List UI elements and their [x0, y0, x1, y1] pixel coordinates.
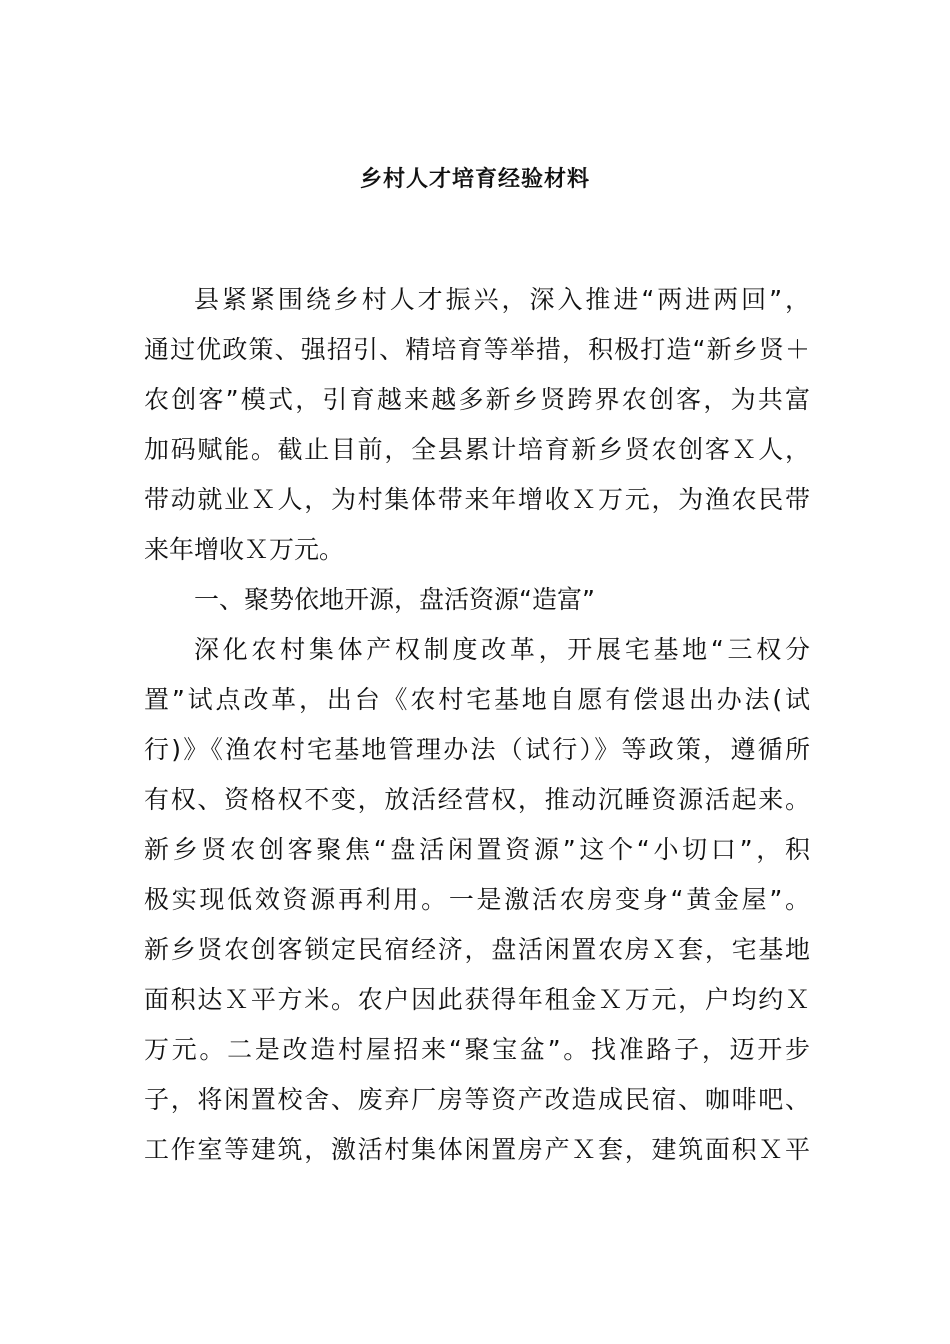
paragraph-line: 有权、资格权不变，放活经营权，推动沉睡资源活起来。	[144, 785, 810, 814]
document-title: 乡村人才培育经验材料	[359, 167, 590, 192]
paragraph-line: 通过优政策、强招引、精培育等举措，积极打造“新乡贤＋	[144, 335, 810, 364]
section-heading: 一、聚势依地开源，盘活资源“造富”	[194, 585, 595, 614]
paragraph-line: 带动就业Ｘ人，为村集体带来年增收Ｘ万元，为渔农民带	[144, 485, 810, 514]
paragraph-line: 新乡贤农创客锁定民宿经济，盘活闲置农房Ｘ套，宅基地	[144, 935, 810, 964]
paragraph-line: 置”试点改革，出台《农村宅基地自愿有偿退出办法(试	[144, 685, 810, 714]
paragraph-line: 深化农村集体产权制度改革，开展宅基地“三权分	[194, 635, 810, 664]
paragraph-line: 农创客”模式，引育越来越多新乡贤跨界农创客，为共富	[144, 385, 810, 414]
paragraph-line: 加码赋能。截止目前，全县累计培育新乡贤农创客Ｘ人，	[144, 435, 810, 464]
paragraph-line: 万元。二是改造村屋招来“聚宝盆”。找准路子，迈开步	[144, 1035, 810, 1064]
paragraph-line: 子，将闲置校舍、废弃厂房等资产改造成民宿、咖啡吧、	[144, 1085, 810, 1114]
paragraph-line: 极实现低效资源再利用。一是激活农房变身“黄金屋”。	[144, 885, 810, 914]
paragraph-line: 来年增收Ｘ万元。	[144, 535, 345, 564]
paragraph-line: 新乡贤农创客聚焦“盘活闲置资源”这个“小切口”，积	[144, 835, 810, 864]
paragraph-line: 面积达Ｘ平方米。农户因此获得年租金Ｘ万元，户均约Ｘ	[144, 985, 810, 1014]
paragraph-line: 行)》《渔农村宅基地管理办法（试行）》等政策，遵循所	[144, 735, 810, 764]
paragraph-line: 工作室等建筑，激活村集体闲置房产Ｘ套，建筑面积Ｘ平	[144, 1135, 810, 1164]
paragraph-line: 县紧紧围绕乡村人才振兴，深入推进“两进两回”，	[194, 285, 810, 314]
